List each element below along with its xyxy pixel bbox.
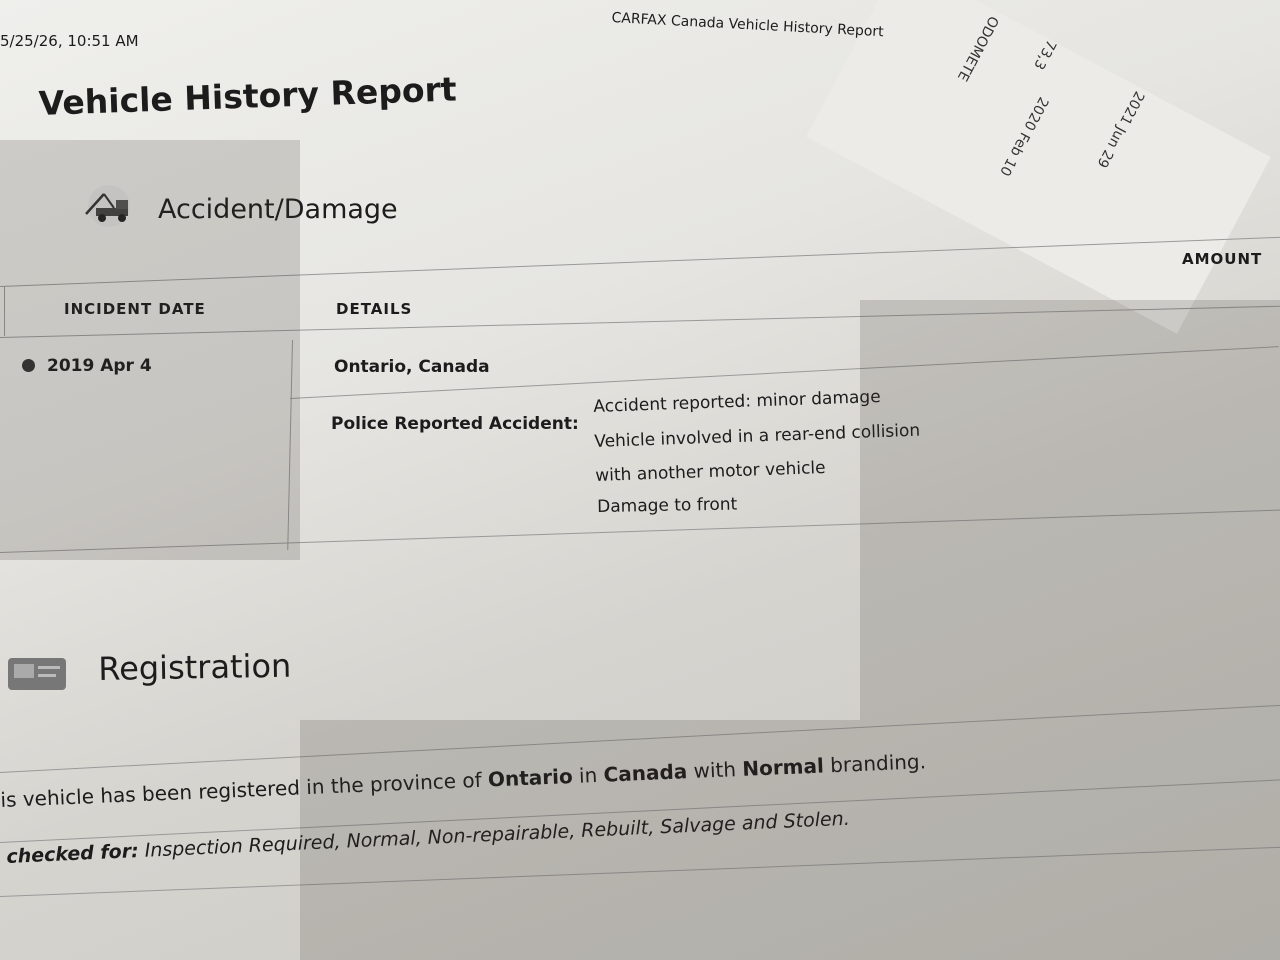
report-source-title: CARFAX Canada Vehicle History Report xyxy=(611,10,885,41)
incident-detail-line-2: Vehicle involved in a rear-end collision xyxy=(594,420,921,452)
registration-section-title: Registration xyxy=(98,646,292,688)
registration-card-icon xyxy=(6,652,68,696)
checked-for-label: checked for: xyxy=(6,839,140,868)
details-column-header: DETAILS xyxy=(336,300,413,318)
incident-date-column-header: INCIDENT DATE xyxy=(64,300,206,318)
page-title: Vehicle History Report xyxy=(38,69,458,123)
tow-truck-icon xyxy=(78,184,140,228)
amount-column-header: AMOUNT xyxy=(1182,250,1263,268)
incident-location: Ontario, Canada xyxy=(334,357,490,377)
incident-detail-line-3: with another motor vehicle xyxy=(595,457,826,486)
branding-checked-line xyxy=(6,808,850,868)
info-dot-icon xyxy=(22,359,35,372)
registration-branding: Normal xyxy=(741,753,825,781)
incident-date xyxy=(22,356,152,376)
print-timestamp: 5/25/26, 10:51 AM xyxy=(0,32,139,50)
date-column-divider xyxy=(287,340,293,550)
table-left-edge xyxy=(4,286,5,336)
registration-country: Canada xyxy=(603,759,688,787)
registration-text-mid2: with xyxy=(693,757,737,783)
back-odometer-label: ODOMETE xyxy=(953,13,1002,84)
back-date-2: 2021 Jun 29 xyxy=(1093,88,1148,171)
incident-detail-line-4: Damage to front xyxy=(597,494,738,517)
incident-detail-line-1: Accident reported: minor damage xyxy=(593,386,881,417)
back-reading: 73,3 xyxy=(1030,36,1059,73)
back-date-1: 2020 Feb 10 xyxy=(996,94,1052,179)
registration-text-mid: in xyxy=(578,762,598,788)
checked-for-values: Inspection Required, Normal, Non-repairable, Rebuilt, Salvage and Stolen. xyxy=(144,807,851,862)
back-page xyxy=(806,0,1271,334)
accident-section-title: Accident/Damage xyxy=(158,194,398,225)
registration-province: Ontario xyxy=(487,764,574,792)
incident-type-label: Police Reported Accident: xyxy=(331,414,579,434)
registration-text-pre: is vehicle has been registered in the province of xyxy=(0,767,483,812)
registration-text-post: branding. xyxy=(829,749,927,778)
incident-date-text: 2019 Apr 4 xyxy=(47,356,152,376)
